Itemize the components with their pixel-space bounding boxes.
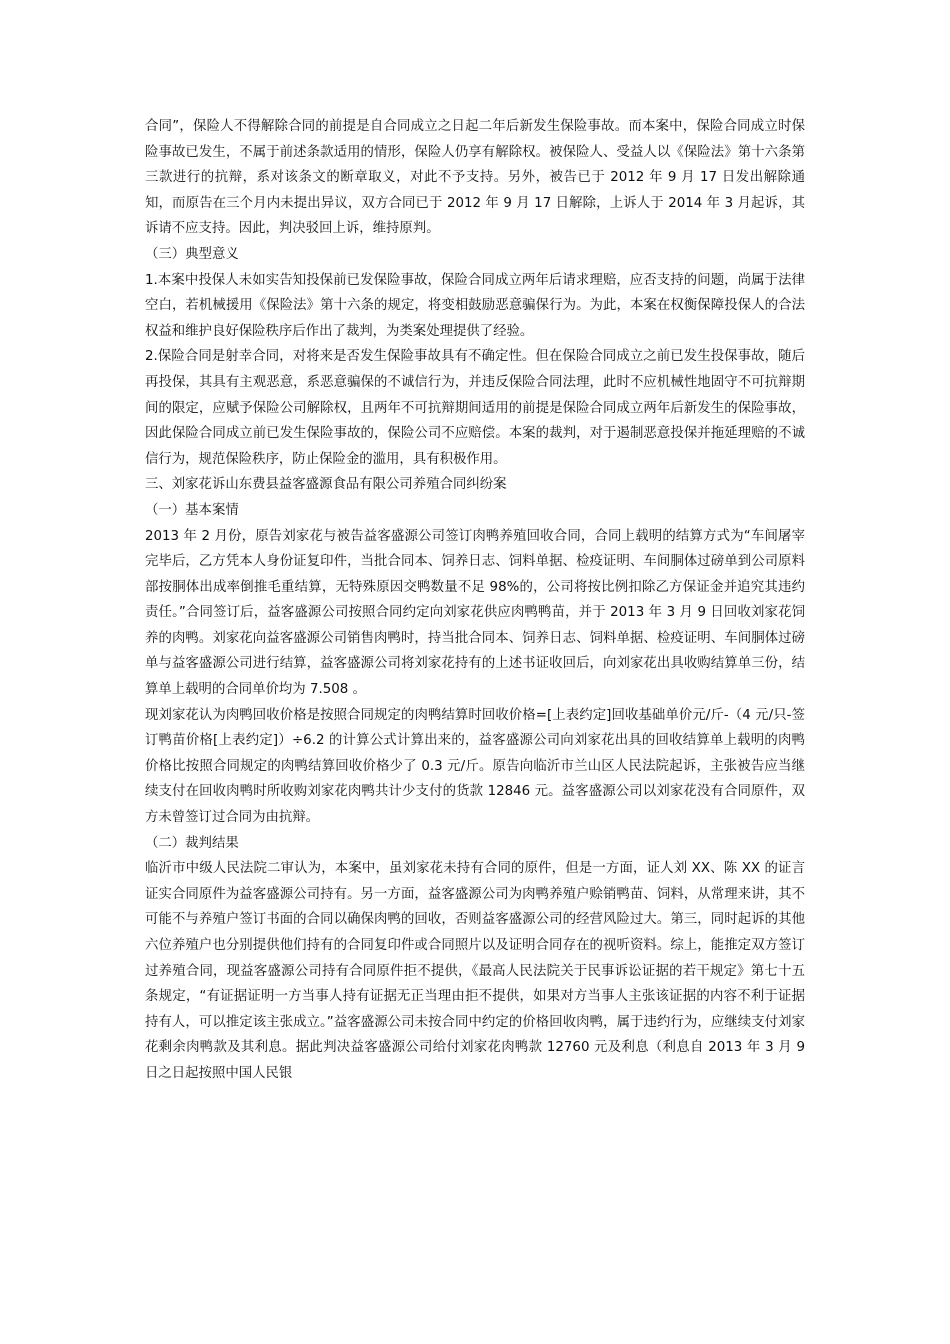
paragraph-significance-1: 1.本案中投保人未如实告知投保前已发保险事故，保险合同成立两年后请求理赔，应否支持的问题，尚属于法律空白，若机械援用《保险法》第十六条的规定，将变相鼓励恶意骗保行为。为此，本案在权衡保障投保人的合法权益和维护良好保险秩序后作出了裁判，为类案处理提供了经验。 [145, 272, 805, 339]
paragraph-significance-2: 2.保险合同是射幸合同，对将来是否发生保险事故具有不确定性。但在保险合同成立之前已发生投保事故，随后再投保，其具有主观恶意，系恶意骗保的不诚信行为，并违反保险合同法理，此时不应机械性地固守不可抗辩期间的限定，应赋予保险公司解除权，且两年不可抗辩期间适用的前提是保险合同成立两年后新发生的保险事故，因此保险合同成立前已发生保险事故的，保险公司不应赔偿。本案的裁判，对于遏制恶意投保并拖延理赔的不诚信行为，规范保险秩序，防止保险金的滥用，具有积极作用。 [145, 349, 805, 467]
paragraph-basic-facts-1: 2013 年 2 月份，原告刘家花与被告益客盛源公司签订肉鸭养殖回收合同，合同上载明的结算方式为“车间屠宰完毕后，乙方凭本人身份证复印件，当批合同本、饲养日志、饲料单据、检疫证明、车间胴体过磅单到公司原料部按胴体出成率倒推毛重结算，无特殊原因交鸭数量不足 98%的，公司将按比例扣除乙方保证金并追究其违约责任。”合同签订后，益客盛源公司按照合同约定向刘家花供应肉鸭鸭苗，并于 2013 年 3 月 9 日回收刘家花饲养的肉鸭。刘家花向益客盛源公司销售肉鸭时，持当批合同本、饲养日志、饲料单据、检疫证明、车间胴体过磅单与益客盛源公司进行结算，益客盛源公司将刘家花持有的上述书证收回后，向刘家花出具收购结算单三份，结算单上载明的合同单价均为 7.508 。 [145, 528, 805, 698]
heading-case-three: 三、刘家花诉山东费县益客盛源食品有限公司养殖合同纠纷案 [145, 477, 507, 493]
document-page [145, 114, 805, 1087]
heading-judgment-result: （二）裁判结果 [145, 835, 239, 851]
heading-typical-significance: （三）典型意义 [145, 246, 239, 262]
paragraph-judgment-result: 临沂市中级人民法院二审认为，本案中，虽刘家花未持有合同的原件，但是一方面，证人刘 XX、陈 XX 的证言证实合同原件为益客盛源公司持有。另一方面，益客盛源公司为肉鸭养殖户赊销鸭苗、饲料，从常理来讲，其不可能不与养殖户签订书面的合同以确保肉鸭的回收，否则益客盛源公司的经营风险过大。第三，同时起诉的其他六位养殖户也分别提供他们持有的合同复印件或合同照片以及证明合同存在的视听资料。综上，能推定双方签订过养殖合同，现益客盛源公司持有合同原件拒不提供，《最高人民法院关于民事诉讼证据的若干规定》第七十五条规定，“有证据证明一方当事人持有证据无正当理由拒不提供，如果对方当事人主张该证据的内容不利于证据持有人，可以推定该主张成立。”益客盛源公司未按合同中约定的价格回收肉鸭，属于违约行为，应继续支付刘家花剩余肉鸭款及其利息。据此判决益客盛源公司给付刘家花肉鸭款 12760 元及利息（利息自 2013 年 3 月 9 日之日起按照中国人民银 [145, 861, 805, 1081]
heading-basic-facts: （一）基本案情 [145, 502, 239, 518]
paragraph-judgment-reasoning: 合同”，保险人不得解除合同的前提是自合同成立之日起二年后新发生保险事故。而本案中，保险合同成立时保险事故已发生，不属于前述条款适用的情形，保险人仍享有解除权。被保险人、受益人以《保险法》第十六条第三款进行的抗辩，系对该条文的断章取义，对此不予支持。另外，被告已于 2012 年 9 月 17 日发出解除通知，而原告在三个月内未提出异议，双方合同已于 2012 年 9 月 17 日解除，上诉人于 2014 年 3 月起诉，其诉请不应支持。因此，判决驳回上诉，维持原判。 [145, 119, 805, 237]
paragraph-basic-facts-2: 现刘家花认为肉鸭回收价格是按照合同规定的肉鸭结算时回收价格=[上表约定]回收基础单价元/斤-（4 元/只-签订鸭苗价格[上表约定]）÷6.2 的计算公式计算出来的，益客盛源公司向刘家花出具的回收结算单上载明的肉鸭价格比按照合同规定的肉鸭结算回收价格少了 0.3 元/斤。原告向临沂市兰山区人民法院起诉，主张被告应当继续支付在回收肉鸭时所收购刘家花肉鸭共计少支付的货款 12846 元。益客盛源公司以刘家花没有合同原件，双方未曾签订过合同为由抗辩。 [145, 707, 805, 826]
